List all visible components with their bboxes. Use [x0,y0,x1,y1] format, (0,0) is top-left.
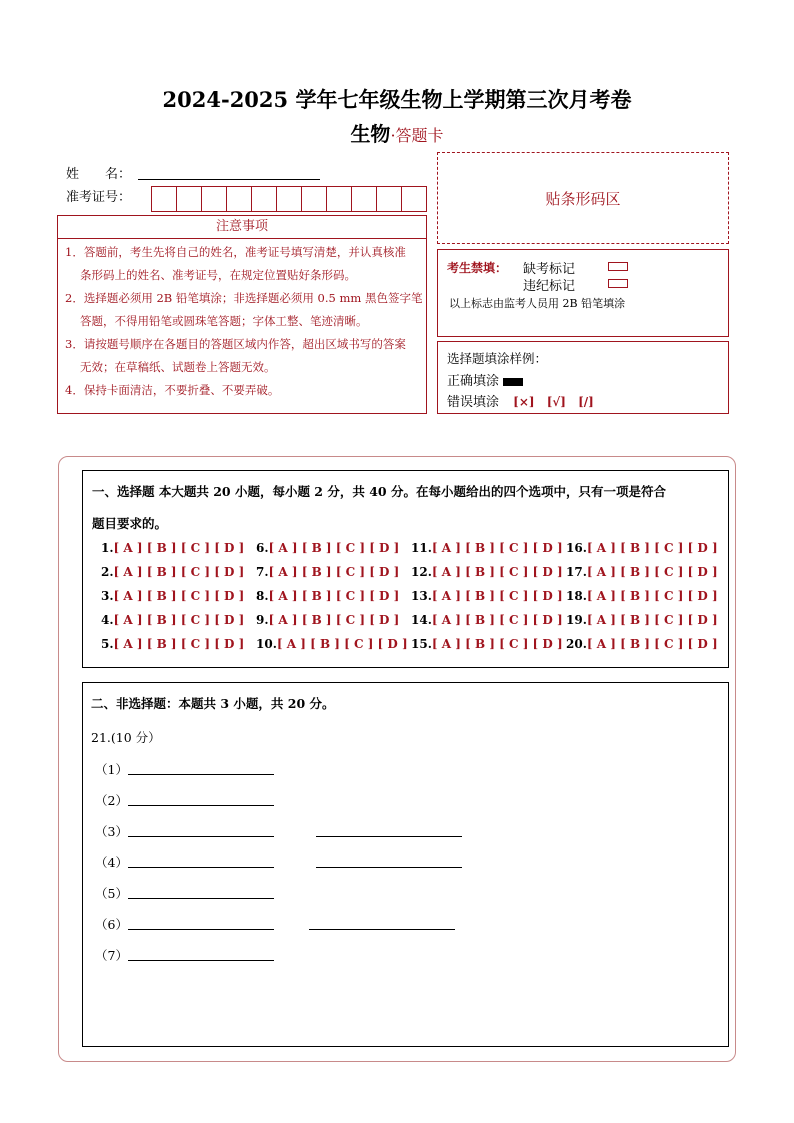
sub-question-label: （5） [95,886,128,901]
section1-instructions-line2: 题目要求的。 [92,516,168,531]
answer-options[interactable]: [ A ] [ B ] [ C ] [ D ] [431,613,563,627]
correct-fill-mark [503,378,523,386]
answer-line[interactable] [128,929,274,930]
exam-id-digit-box[interactable] [351,186,377,212]
restricted-label: 考生禁填： [447,261,508,275]
notice-item-4: 4．保持卡面清洁，不要折叠、不要弄破。 [65,383,280,397]
answer-options[interactable]: [ A ] [ B ] [ C ] [ D ] [431,589,563,603]
section-multiple-choice [82,470,729,668]
question-number: 5. [101,637,114,651]
answer-options[interactable]: [ A ] [ B ] [ C ] [ D ] [586,541,718,555]
mc-question-row[interactable] [256,565,399,579]
answer-line[interactable] [128,805,274,806]
exam-id-digit-box[interactable] [376,186,402,212]
question-number: 11. [411,541,432,555]
fill-sample-box [437,341,729,414]
answer-options[interactable]: [ A ] [ B ] [ C ] [ D ] [431,541,563,555]
question-number: 10. [256,637,277,651]
answer-line[interactable] [128,898,274,899]
question-21-label: 21.(10 分） [91,730,161,745]
answer-line[interactable] [316,867,462,868]
sub-question-label: （3） [95,824,128,839]
question-number: 15. [411,637,432,651]
answer-options[interactable]: [ A ] [ B ] [ C ] [ D ] [113,613,245,627]
mc-question-row[interactable] [566,637,718,651]
question-number: 1. [101,541,114,555]
name-field[interactable] [138,179,320,180]
sub-question-label: （1） [95,762,128,777]
question-number: 19. [566,613,587,627]
answer-options[interactable]: [ A ] [ B ] [ C ] [ D ] [586,613,718,627]
question-number: 7. [256,565,269,579]
question-number: 20. [566,637,587,651]
violation-mark-box[interactable] [608,279,628,288]
answer-options[interactable]: [ A ] [ B ] [ C ] [ D ] [268,541,400,555]
section-non-choice [82,682,729,1047]
sub-question-label: （6） [95,917,128,932]
exam-id-digit-box[interactable] [226,186,252,212]
absent-mark-box[interactable] [608,262,628,271]
violation-mark-label: 违纪标记 [523,279,576,294]
question-number: 13. [411,589,432,603]
mc-question-row[interactable] [411,541,563,555]
mc-question-row[interactable] [101,589,244,603]
mc-question-row[interactable] [101,541,244,555]
question-number: 16. [566,541,587,555]
exam-id-boxes[interactable] [151,186,426,212]
question-number: 8. [256,589,269,603]
question-number: 12. [411,565,432,579]
answer-options[interactable]: [ A ] [ B ] [ C ] [ D ] [113,565,245,579]
subtitle-separator: · [390,126,396,145]
answer-line[interactable] [128,867,274,868]
answer-line[interactable] [316,836,462,837]
question-number: 6. [256,541,269,555]
examinee-restricted-box [437,249,729,337]
mc-question-row[interactable] [566,589,718,603]
answer-options[interactable]: [ A ] [ B ] [ C ] [ D ] [113,589,245,603]
mc-question-row[interactable] [256,541,399,555]
notice-heading: 注意事项 [58,216,426,239]
question-number: 9. [256,613,269,627]
exam-id-digit-box[interactable] [401,186,427,212]
mc-question-row[interactable] [256,637,408,651]
absent-mark-label: 缺考标记 [523,262,576,277]
question-number: 4. [101,613,114,627]
section1-instructions-line1: 一、选择题 本大题共 20 小题，每小题 2 分，共 40 分。在每小题给出的四个选项中，只有一项是符合 [92,484,666,499]
exam-id-digit-box[interactable] [251,186,277,212]
mc-question-row[interactable] [411,613,563,627]
exam-id-digit-box[interactable] [201,186,227,212]
exam-id-digit-box[interactable] [151,186,177,212]
question-number: 14. [411,613,432,627]
answer-options[interactable]: [ A ] [ B ] [ C ] [ D ] [268,589,400,603]
sub-question-label: （4） [95,855,128,870]
answer-options[interactable]: [ A ] [ B ] [ C ] [ D ] [586,565,718,579]
mc-question-row[interactable] [411,565,563,579]
answer-line[interactable] [128,960,274,961]
page-subtitle [0,118,794,147]
sub-question-label: （2） [95,793,128,808]
section2-heading: 二、非选择题：本题共 3 小题，共 20 分。 [91,696,335,711]
mc-question-row[interactable] [256,589,399,603]
question-number: 2. [101,565,114,579]
answer-card-label: 答题卡 [395,126,444,145]
exam-id-digit-box[interactable] [176,186,202,212]
notice-item-2: 2．选择题必须用 2B 铅笔填涂；非选择题必须用 0.5 mm 黑色签字笔 答题，不得用铅笔或圆珠笔答题；字体工整、笔迹清晰。 [65,291,423,328]
answer-options[interactable]: [ A ] [ B ] [ C ] [ D ] [113,541,245,555]
subject-label: 生物 [350,122,391,146]
restricted-note: 以上标志由监考人员用 2B 铅笔填涂 [449,297,626,310]
answer-options[interactable]: [ A ] [ B ] [ C ] [ D ] [268,565,400,579]
mc-question-row[interactable] [101,613,244,627]
wrong-mark-slash: [/] [578,395,594,409]
exam-id-digit-box[interactable] [276,186,302,212]
wrong-mark-x: [×] [513,395,535,409]
answer-options[interactable]: [ A ] [ B ] [ C ] [ D ] [113,637,245,651]
mc-question-row[interactable] [101,565,244,579]
mc-question-row[interactable] [566,613,718,627]
notice-item-3: 3．请按题号顺序在各题目的答题区域内作答，超出区域书写的答案 无效；在草稿纸、试题卷上答题无效。 [65,337,406,374]
exam-id-digit-box[interactable] [301,186,327,212]
answer-options[interactable]: [ A ] [ B ] [ C ] [ D ] [586,637,718,651]
answer-line[interactable] [128,836,274,837]
answer-options[interactable]: [ A ] [ B ] [ C ] [ D ] [276,637,408,651]
answer-options[interactable]: [ A ] [ B ] [ C ] [ D ] [586,589,718,603]
mc-question-row[interactable] [566,565,718,579]
barcode-area: 贴条形码区 [437,152,729,244]
sub-question-label: （7） [95,948,128,963]
mc-question-row[interactable] [101,637,244,651]
notice-box [57,215,427,414]
question-number: 17. [566,565,587,579]
page-title: 2024-2025 学年七年级生物上学期第三次月考卷 [162,87,632,112]
answer-options[interactable]: [ A ] [ B ] [ C ] [ D ] [268,613,400,627]
answer-options[interactable]: [ A ] [ B ] [ C ] [ D ] [431,565,563,579]
answer-options[interactable]: [ A ] [ B ] [ C ] [ D ] [431,637,563,651]
notice-item-1: 1．答题前，考生先将自己的姓名，准考证号填写清楚，并认真核准 条形码上的姓名、准考证号，在规定位置贴好条形码。 [65,245,406,282]
exam-id-digit-box[interactable] [326,186,352,212]
mc-question-row[interactable] [411,589,563,603]
mc-question-row[interactable] [256,613,399,627]
question-number: 18. [566,589,587,603]
exam-id-label: 准考证号： [66,190,132,205]
answer-line[interactable] [128,774,274,775]
name-label: 姓 名： [66,167,132,182]
mc-question-row[interactable] [411,637,563,651]
question-number: 3. [101,589,114,603]
wrong-fill-label: 错误填涂 [×] [√] [/] [447,395,594,410]
fill-sample-heading: 选择题填涂样例： [447,351,548,366]
mc-question-row[interactable] [566,541,718,555]
correct-fill-label: 正确填涂 [447,370,523,389]
answer-line[interactable] [309,929,455,930]
wrong-mark-check: [√] [546,395,566,409]
